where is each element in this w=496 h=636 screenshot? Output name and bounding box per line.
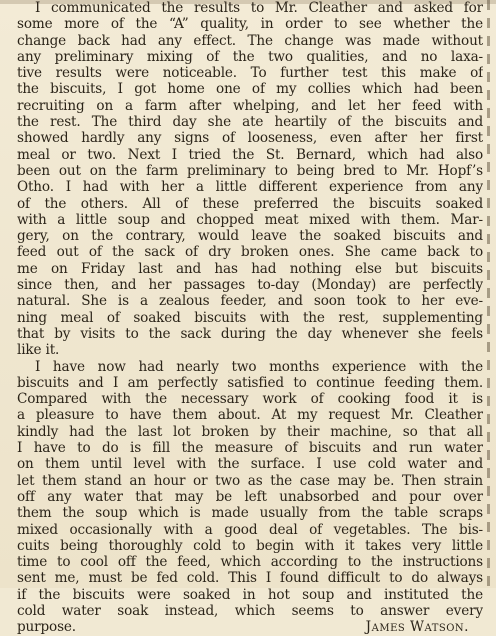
text-line: been out on the farm preliminary to being bred to Mr. Hopf’s [17, 162, 483, 179]
text-line: with a little soup and chopped meat mixed with them. Mar- [17, 211, 483, 228]
text-line: biscuits and I am perfectly satisfied to continue feeding them. [17, 374, 483, 391]
closing-word: purpose. [17, 619, 76, 636]
text-line: meal or two. Next I tried the St. Bernard, which had also [17, 146, 483, 163]
closing-line [17, 619, 483, 635]
text-line: natural. She is a zealous feeder, and soon took to her eve- [17, 293, 483, 310]
text-line: like it. [17, 342, 60, 359]
text-line: Otho. I had with her a little different experience from any [17, 179, 483, 196]
text-line: off any water that may be left unabsorbed and pour over [17, 488, 483, 505]
text-line: the biscuits, I got home one of my collies which had been [17, 81, 483, 98]
text-line: that by visits to the sack during the day whenever she feels [17, 325, 483, 342]
text-line: the rest. The third day she ate heartily of the biscuits and [17, 114, 483, 131]
text-line: me on Friday last and has had nothing else but biscuits [17, 260, 483, 277]
text-line: change back had any effect. The change was made without [17, 32, 483, 49]
text-line: some more of the “A” quality, in order to see whether the [17, 16, 483, 33]
text-line: ning meal of soaked biscuits with the rest, supplementing [17, 309, 483, 326]
author-signature: James Watson. [365, 619, 469, 636]
text-line: any preliminary mixing of the two qualities, and no laxa- [17, 48, 483, 65]
text-line: tive results were noticeable. To further test this make of [17, 65, 483, 82]
text-line: kindly had the last lot broken by their machine, so that all [17, 423, 483, 440]
text-line: time to cool off the feed, which according to the instructions [17, 554, 483, 571]
text-line: them the soup which is made usually from the table scraps [17, 505, 483, 522]
text-line: I communicated the results to Mr. Cleather and asked for [35, 0, 483, 16]
text-line: cuits being thoroughly cold to begin with it takes very little [17, 537, 483, 554]
text-line: cold water soak instead, which seems to answer every [17, 602, 483, 619]
text-line: let them stand an hour or two as the case may be. Then strain [17, 472, 483, 489]
text-line: gery, on the contrary, would leave the soaked biscuits and [17, 228, 483, 245]
text-line: recruiting on a farm after whelping, and let her feed with [17, 97, 483, 114]
text-line: showed hardly any signs of looseness, even after her first [17, 130, 483, 147]
text-line: I have now had nearly two months experience with the [35, 358, 483, 375]
paragraph-1 [17, 0, 483, 359]
text-line: mixed occasionally with a good deal of vegetables. The bis- [17, 521, 483, 538]
text-line: I have to do is fill the measure of biscuits and run water [17, 440, 483, 457]
paragraph-2 [17, 359, 483, 620]
text-line: Compared with the necessary work of cooking food it is [17, 391, 483, 408]
text-line: sent me, must be fed cold. This I found difficult to do always [17, 570, 483, 587]
text-line: since then, and her passages to-day (Monday) are perfectly [17, 277, 483, 294]
article-column [17, 0, 483, 636]
text-line: feed out of the sack of dry broken ones. She came back to [17, 244, 483, 261]
text-line: of the others. All of these preferred the biscuits soaked [17, 195, 483, 212]
text-line: a pleasure to have them about. At my request Mr. Cleather [17, 407, 483, 424]
page-edge-mark [487, 0, 490, 588]
text-line: if the biscuits were soaked in hot soup and instituted the [17, 586, 483, 603]
text-line: on them until level with the surface. I use cold water and [17, 456, 483, 473]
